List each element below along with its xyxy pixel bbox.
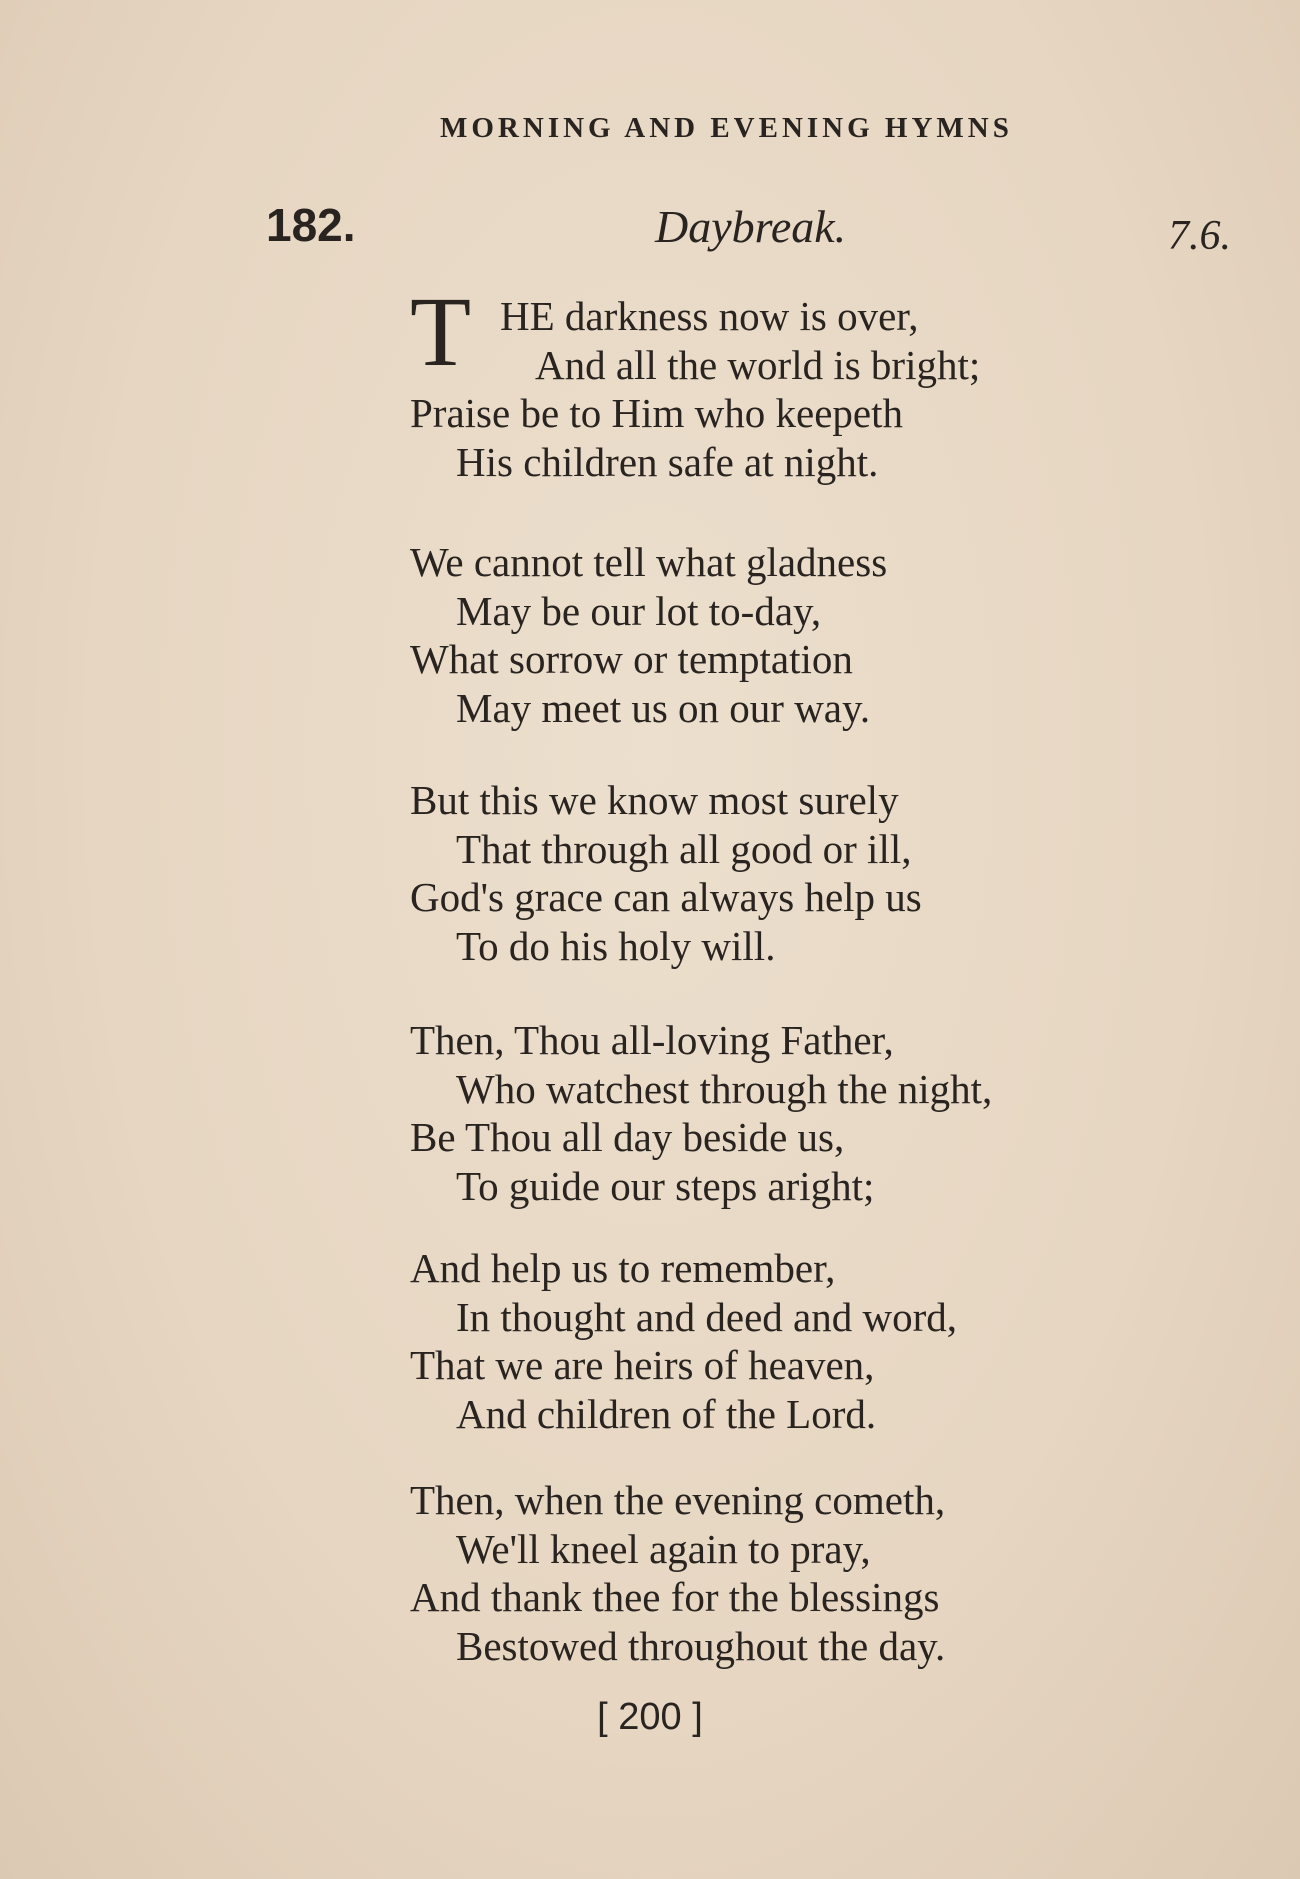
stanza-line: What sorrow or temptation <box>410 636 853 682</box>
stanza-line: May meet us on our way. <box>456 684 871 731</box>
stanza-2 <box>0 538 1300 732</box>
stanza-line: Then, when the evening cometh, <box>410 1477 946 1523</box>
stanza-line: Who watchest through the night, <box>456 1065 993 1112</box>
drop-cap: T <box>410 276 472 387</box>
stanza-line: Then, Thou all-loving Father, <box>410 1017 894 1063</box>
stanza-line: In thought and deed and word, <box>456 1293 957 1340</box>
page-number: [ 200 ] <box>597 1696 703 1738</box>
stanza-line: That we are heirs of heaven, <box>410 1342 875 1388</box>
stanza-line: And all the world is bright; <box>535 341 981 388</box>
stanza-line: Be Thou all day beside us, <box>410 1114 845 1160</box>
stanza-line: God's grace can always help us <box>410 874 922 920</box>
stanza-1 <box>0 276 1300 486</box>
stanza-line: Bestowed throughout the day. <box>456 1622 946 1669</box>
stanza-line: We cannot tell what gladness <box>410 539 888 585</box>
stanza-line: May be our lot to-day, <box>456 587 822 634</box>
stanza-3 <box>0 776 1300 970</box>
stanza-line: To guide our steps aright; <box>456 1162 875 1209</box>
stanza-line: HE darkness now is over, <box>500 293 919 339</box>
stanza-line: Praise be to Him who keepeth <box>410 390 904 436</box>
stanza-5 <box>0 1244 1300 1438</box>
stanza-6 <box>0 1476 1300 1670</box>
stanza-line: His children safe at night. <box>456 438 879 485</box>
stanza-4 <box>0 1016 1300 1210</box>
stanza-line: And children of the Lord. <box>456 1390 877 1437</box>
hymn-number: 182. <box>266 199 356 251</box>
running-head: MORNING AND EVENING HYMNS <box>440 112 1013 144</box>
stanza-line: And help us to remember, <box>410 1245 836 1291</box>
stanza-line: We'll kneel again to pray, <box>456 1525 871 1572</box>
stanza-line: But this we know most surely <box>410 777 899 823</box>
hymn-title: Daybreak. <box>655 201 847 252</box>
stanza-line: To do his holy will. <box>456 922 776 969</box>
hymn-meter: 7.6. <box>1168 213 1231 259</box>
stanza-line: That through all good or ill, <box>456 825 912 872</box>
stanza-line: And thank thee for the blessings <box>410 1574 940 1620</box>
